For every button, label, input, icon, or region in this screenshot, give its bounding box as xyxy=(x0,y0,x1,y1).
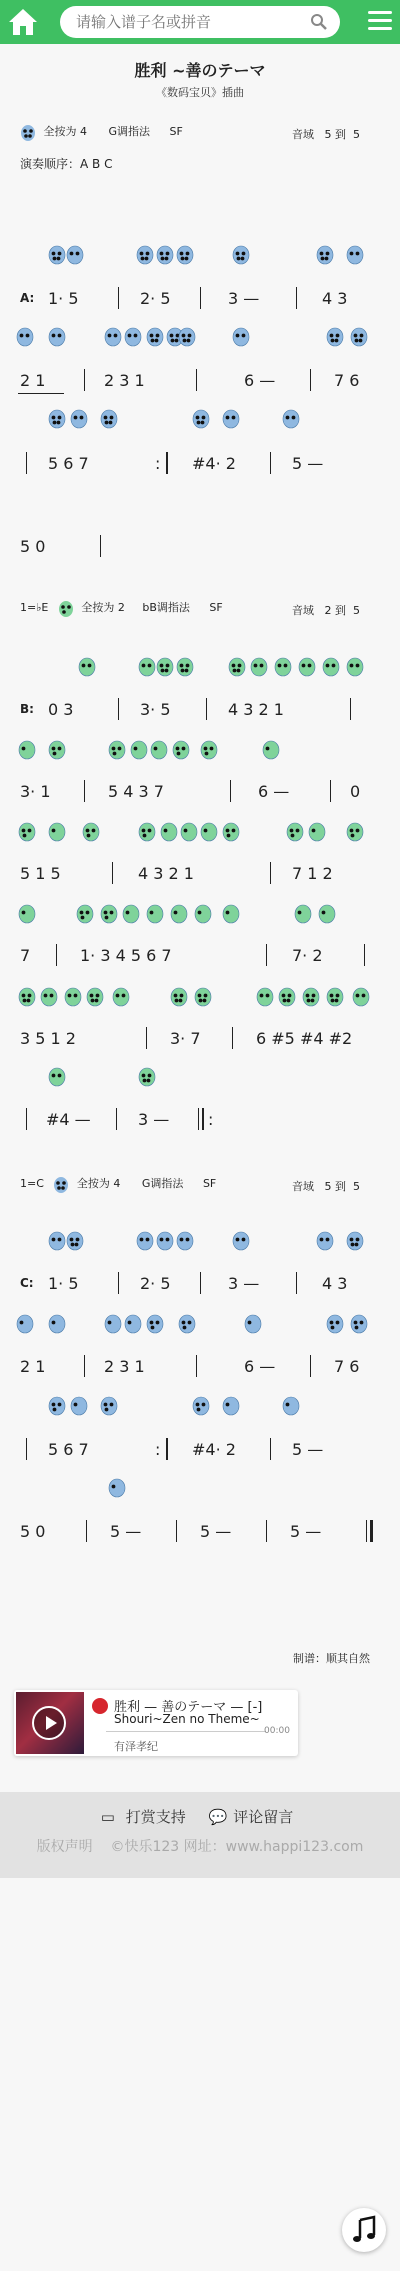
bar-line xyxy=(116,1108,117,1130)
measure: 0 3 xyxy=(48,700,74,719)
ocarina-fingering-icon xyxy=(18,985,36,1007)
player-track-subtitle: Shouri~Zen no Theme~ xyxy=(114,1712,260,1726)
ocarina-fingering-icon xyxy=(178,325,196,347)
measure: 6 — xyxy=(258,782,290,801)
ocarina-fingering-icon xyxy=(282,1394,300,1416)
bar-line xyxy=(118,698,119,720)
ocarina-fingering-icon xyxy=(222,407,240,429)
bar-line xyxy=(118,1272,119,1294)
measure: #4· 2 xyxy=(192,1440,236,1459)
ocarina-fingering-icon xyxy=(18,820,36,842)
ocarina-fingering-icon xyxy=(200,820,218,842)
bar-line xyxy=(200,287,201,309)
bar-line xyxy=(296,1272,297,1294)
underline xyxy=(18,393,64,394)
repeat-sign: : xyxy=(155,1440,161,1459)
top-bar xyxy=(0,0,400,44)
bar-line xyxy=(364,944,365,966)
ocarina-fingering-icon xyxy=(70,1394,88,1416)
score-line-b1 xyxy=(0,696,400,726)
bar-line xyxy=(26,1438,27,1460)
measure: 6 #5 #4 #2 xyxy=(256,1029,353,1048)
bar-line xyxy=(84,1355,85,1377)
measure: 5 4 3 7 xyxy=(108,782,164,801)
ocarina-fingering-icon xyxy=(302,985,320,1007)
ocarina-fingering-icon xyxy=(64,985,82,1007)
bar-line xyxy=(84,369,85,391)
measure: 6 — xyxy=(244,371,276,390)
ocarina-fingering-icon xyxy=(192,1394,210,1416)
measure: 1· 3 4 5 6 7 xyxy=(80,946,172,965)
ocarina-fingering-icon xyxy=(48,1394,66,1416)
player-track-title: 胜利 — 善のテーマ — [-] xyxy=(114,1700,263,1715)
ocarina-fingering-icon xyxy=(192,407,210,429)
ocarina-fingering-icon xyxy=(326,1312,344,1334)
bar-line xyxy=(296,287,297,309)
score-line-c4 xyxy=(0,1518,400,1548)
bar-line xyxy=(166,1438,168,1460)
measure: 3 — xyxy=(228,1274,260,1293)
bar-line xyxy=(230,780,231,802)
ocarina-fingering-icon xyxy=(146,1312,164,1334)
ocarina-fingering-icon xyxy=(200,738,218,760)
ocarina-fingering-icon xyxy=(286,820,304,842)
measure: 5 — xyxy=(200,1522,232,1541)
ocarina-fingering-icon xyxy=(124,1312,142,1334)
bar-line xyxy=(330,780,331,802)
bar-line xyxy=(112,862,113,884)
bar-line xyxy=(266,1520,267,1542)
bar-line xyxy=(270,1438,271,1460)
comment-link[interactable]: 💬 评论留言 xyxy=(208,1808,294,1826)
ocarina-fingering-icon xyxy=(108,738,126,760)
ocarina-fingering-icon xyxy=(100,1394,118,1416)
bar-line xyxy=(350,698,351,720)
measure: 2 1 xyxy=(20,371,46,390)
measure: 5 — xyxy=(110,1522,142,1541)
song-title: 胜利 ~善のテーマ xyxy=(134,61,266,80)
measure: 0 xyxy=(350,782,361,801)
bar-line xyxy=(146,1027,147,1049)
ocarina-fingering-icon xyxy=(256,985,274,1007)
ocarina-fingering-icon xyxy=(326,985,344,1007)
ocarina-fingering-icon xyxy=(178,1312,196,1334)
measure: 5 0 xyxy=(20,1522,46,1541)
ocarina-fingering-icon xyxy=(104,1312,122,1334)
ocarina-fingering-icon xyxy=(346,655,364,677)
score-line-a3 xyxy=(0,450,400,480)
score-line-b5 xyxy=(0,1025,400,1055)
measure: 3 — xyxy=(228,289,260,308)
ocarina-fingering-icon xyxy=(244,1312,262,1334)
bar-line xyxy=(26,452,27,474)
measure: 2· 5 xyxy=(140,289,171,308)
ocarina-fingering-icon xyxy=(318,902,336,924)
ocarina-fingering-icon xyxy=(294,902,312,924)
bar-line xyxy=(266,944,267,966)
ocarina-fingering-icon xyxy=(82,820,100,842)
play-button[interactable] xyxy=(32,1706,66,1740)
score-line-b3 xyxy=(0,860,400,890)
bar-line xyxy=(200,1272,201,1294)
section-c-meta: 1=C 全按为 4 G调指法 SF xyxy=(20,1174,216,1194)
measure: 2· 5 xyxy=(140,1274,171,1293)
section-a-range: 音域 5 到 5 xyxy=(292,128,360,141)
score-line-a2 xyxy=(0,367,400,397)
bar-line xyxy=(366,1520,367,1542)
measure: 5 1 5 xyxy=(20,864,61,883)
ocarina-fingering-icon xyxy=(86,985,104,1007)
ocarina-fingering-icon xyxy=(48,243,66,265)
ocarina-fingering-icon xyxy=(108,1476,126,1498)
ocarina-fingering-icon xyxy=(138,1065,156,1087)
bar-line xyxy=(202,1108,204,1130)
ocarina-fingering-icon xyxy=(40,985,58,1007)
ocarina-fingering-icon xyxy=(138,820,156,842)
ocarina-fingering-icon xyxy=(104,325,122,347)
measure: 2 3 1 xyxy=(104,371,145,390)
ocarina-fingering-icon xyxy=(70,407,88,429)
section-label: A: xyxy=(20,291,35,305)
ocarina-fingering-icon xyxy=(308,820,326,842)
search-icon[interactable] xyxy=(310,13,328,31)
section-b-meta: 1=♭E 全按为 2 bB调指法 SF xyxy=(20,598,223,618)
ocarina-fingering-icon xyxy=(48,820,66,842)
bar-line xyxy=(270,452,271,474)
ocarina-fingering-icon xyxy=(146,325,164,347)
ocarina-fingering-icon xyxy=(48,1229,66,1251)
ocarina-fingering-icon xyxy=(58,598,74,618)
netease-music-icon xyxy=(92,1698,108,1714)
measure: 3· 7 xyxy=(170,1029,201,1048)
music-note-icon[interactable] xyxy=(342,2208,386,2252)
ocarina-fingering-icon xyxy=(322,655,340,677)
measure: 1· 5 xyxy=(48,1274,79,1293)
ocarina-fingering-icon xyxy=(136,1229,154,1251)
bar-line xyxy=(26,1108,27,1130)
ocarina-fingering-icon xyxy=(124,325,142,347)
score-line-b4 xyxy=(0,942,400,972)
player-artist: 有泽孝纪 xyxy=(114,1740,158,1753)
bar-line xyxy=(166,452,168,474)
repeat-sign: : xyxy=(155,454,161,473)
ocarina-fingering-icon xyxy=(346,820,364,842)
bar-line xyxy=(206,698,207,720)
ocarina-fingering-icon xyxy=(194,902,212,924)
ocarina-fingering-icon xyxy=(53,1174,69,1194)
bar-line xyxy=(56,944,57,966)
ocarina-fingering-icon xyxy=(66,243,84,265)
ocarina-fingering-icon xyxy=(136,243,154,265)
measure: 5 — xyxy=(292,454,324,473)
ocarina-fingering-icon xyxy=(228,655,246,677)
score-line-a4 xyxy=(0,533,400,563)
ocarina-fingering-icon xyxy=(18,902,36,924)
home-icon[interactable] xyxy=(6,6,40,38)
measure: 3· 5 xyxy=(140,700,171,719)
ocarina-fingering-icon xyxy=(76,902,94,924)
ocarina-fingering-icon xyxy=(16,1312,34,1334)
ocarina-fingering-icon xyxy=(350,1312,368,1334)
ocarina-fingering-icon xyxy=(156,655,174,677)
score-line-a1 xyxy=(0,285,400,315)
score-line-c3 xyxy=(0,1436,400,1466)
ocarina-fingering-icon xyxy=(16,325,34,347)
ocarina-fingering-icon xyxy=(298,655,316,677)
bar-line xyxy=(176,1520,177,1542)
ocarina-fingering-icon xyxy=(352,985,370,1007)
bar-line xyxy=(198,1108,199,1130)
copyright-link[interactable]: 版权声明 xyxy=(36,1839,93,1855)
support-link[interactable]: ▭ 打赏支持 xyxy=(100,1808,186,1826)
ocarina-fingering-icon xyxy=(138,655,156,677)
ocarina-fingering-icon xyxy=(146,902,164,924)
section-c-range: 音域 5 到 5 xyxy=(292,1180,360,1193)
ocarina-fingering-icon xyxy=(18,738,36,760)
score-line-c1 xyxy=(0,1270,400,1300)
site-info: ©快乐123 网址：www.happi123.com xyxy=(110,1839,364,1855)
bar-line xyxy=(310,369,311,391)
ocarina-fingering-icon xyxy=(346,243,364,265)
measure: 3 — xyxy=(138,1110,170,1129)
score-line-b6 xyxy=(0,1106,400,1136)
measure: 2 3 1 xyxy=(104,1357,145,1376)
ocarina-fingering-icon xyxy=(170,985,188,1007)
section-b-range: 音域 2 到 5 xyxy=(292,604,360,617)
bar-line xyxy=(118,287,119,309)
bar-line xyxy=(196,369,197,391)
measure: 2 1 xyxy=(20,1357,46,1376)
ocarina-fingering-icon xyxy=(262,738,280,760)
ocarina-fingering-icon xyxy=(274,655,292,677)
repeat-sign: : xyxy=(208,1110,214,1129)
music-player[interactable] xyxy=(14,1690,298,1756)
measure: 4 3 2 1 xyxy=(138,864,194,883)
ocarina-fingering-icon xyxy=(160,820,178,842)
measure: 6 — xyxy=(244,1357,276,1376)
section-a-meta: 全按为 4 G调指法 SF xyxy=(20,122,183,142)
measure: 3· 1 xyxy=(20,782,51,801)
ocarina-fingering-icon xyxy=(176,243,194,265)
ocarina-fingering-icon xyxy=(156,1229,174,1251)
measure: 5 6 7 xyxy=(48,1440,89,1459)
ocarina-fingering-icon xyxy=(78,655,96,677)
measure: 4 3 xyxy=(322,1274,348,1293)
ocarina-fingering-icon xyxy=(66,1229,84,1251)
footer xyxy=(0,1792,400,1878)
bar-line xyxy=(84,780,85,802)
ocarina-fingering-icon xyxy=(48,1065,66,1087)
ocarina-fingering-icon xyxy=(222,820,240,842)
measure: 4 3 2 1 xyxy=(228,700,284,719)
score-credit: 制谱：顺其自然 xyxy=(293,1652,370,1665)
ocarina-fingering-icon xyxy=(194,985,212,1007)
measure: #4 — xyxy=(46,1110,91,1129)
score-line-b2 xyxy=(0,778,400,808)
measure: 4 3 xyxy=(322,289,348,308)
ocarina-fingering-icon xyxy=(282,407,300,429)
ocarina-fingering-icon xyxy=(222,902,240,924)
album-cover xyxy=(16,1692,84,1754)
ocarina-fingering-icon xyxy=(100,407,118,429)
bar-line xyxy=(310,1355,311,1377)
bar-line xyxy=(100,535,101,557)
ocarina-fingering-icon xyxy=(130,738,148,760)
measure: 7 6 xyxy=(334,371,360,390)
ocarina-fingering-icon xyxy=(176,1229,194,1251)
ocarina-fingering-icon xyxy=(20,122,36,142)
ocarina-fingering-icon xyxy=(222,1394,240,1416)
measure: 5 6 7 xyxy=(48,454,89,473)
ocarina-fingering-icon xyxy=(232,325,250,347)
ocarina-fingering-icon xyxy=(346,1229,364,1251)
ocarina-fingering-icon xyxy=(150,738,168,760)
player-progress[interactable] xyxy=(106,1731,266,1732)
measure: 3 5 1 2 xyxy=(20,1029,76,1048)
ocarina-fingering-icon xyxy=(48,325,66,347)
ocarina-fingering-icon xyxy=(232,1229,250,1251)
measure: 5 0 xyxy=(20,537,46,556)
measure: 5 — xyxy=(290,1522,322,1541)
ocarina-fingering-icon xyxy=(48,738,66,760)
menu-icon[interactable] xyxy=(368,11,392,33)
ocarina-fingering-icon xyxy=(176,655,194,677)
bar-line xyxy=(270,862,271,884)
score-line-c2 xyxy=(0,1353,400,1383)
ocarina-fingering-icon xyxy=(172,738,190,760)
measure: 5 — xyxy=(292,1440,324,1459)
section-label: B: xyxy=(20,702,34,716)
ocarina-fingering-icon xyxy=(326,325,344,347)
ocarina-fingering-icon xyxy=(112,985,130,1007)
measure: 7 1 2 xyxy=(292,864,333,883)
ocarina-fingering-icon xyxy=(232,243,250,265)
ocarina-fingering-icon xyxy=(100,902,118,924)
song-subtitle: 《数码宝贝》插曲 xyxy=(156,86,244,99)
section-label: C: xyxy=(20,1276,34,1290)
ocarina-fingering-icon xyxy=(316,243,334,265)
ocarina-fingering-icon xyxy=(250,655,268,677)
bar-line xyxy=(370,1520,373,1542)
ocarina-fingering-icon xyxy=(48,1312,66,1334)
ocarina-fingering-icon xyxy=(156,243,174,265)
ocarina-fingering-icon xyxy=(316,1229,334,1251)
player-time: 00:00 xyxy=(264,1726,290,1736)
ocarina-fingering-icon xyxy=(278,985,296,1007)
ocarina-fingering-icon xyxy=(122,902,140,924)
measure: #4· 2 xyxy=(192,454,236,473)
search-box xyxy=(60,6,340,38)
ocarina-fingering-icon xyxy=(180,820,198,842)
measure: 1· 5 xyxy=(48,289,79,308)
bar-line xyxy=(196,1355,197,1377)
bar-line xyxy=(86,1520,87,1542)
measure: 7 xyxy=(20,946,31,965)
measure: 7 6 xyxy=(334,1357,360,1376)
play-order: 演奏顺序：A B C xyxy=(20,157,113,171)
measure: 7· 2 xyxy=(292,946,323,965)
ocarina-fingering-icon xyxy=(48,407,66,429)
bar-line xyxy=(232,1027,233,1049)
ocarina-fingering-icon xyxy=(350,325,368,347)
search-input[interactable] xyxy=(60,6,290,38)
ocarina-fingering-icon xyxy=(170,902,188,924)
